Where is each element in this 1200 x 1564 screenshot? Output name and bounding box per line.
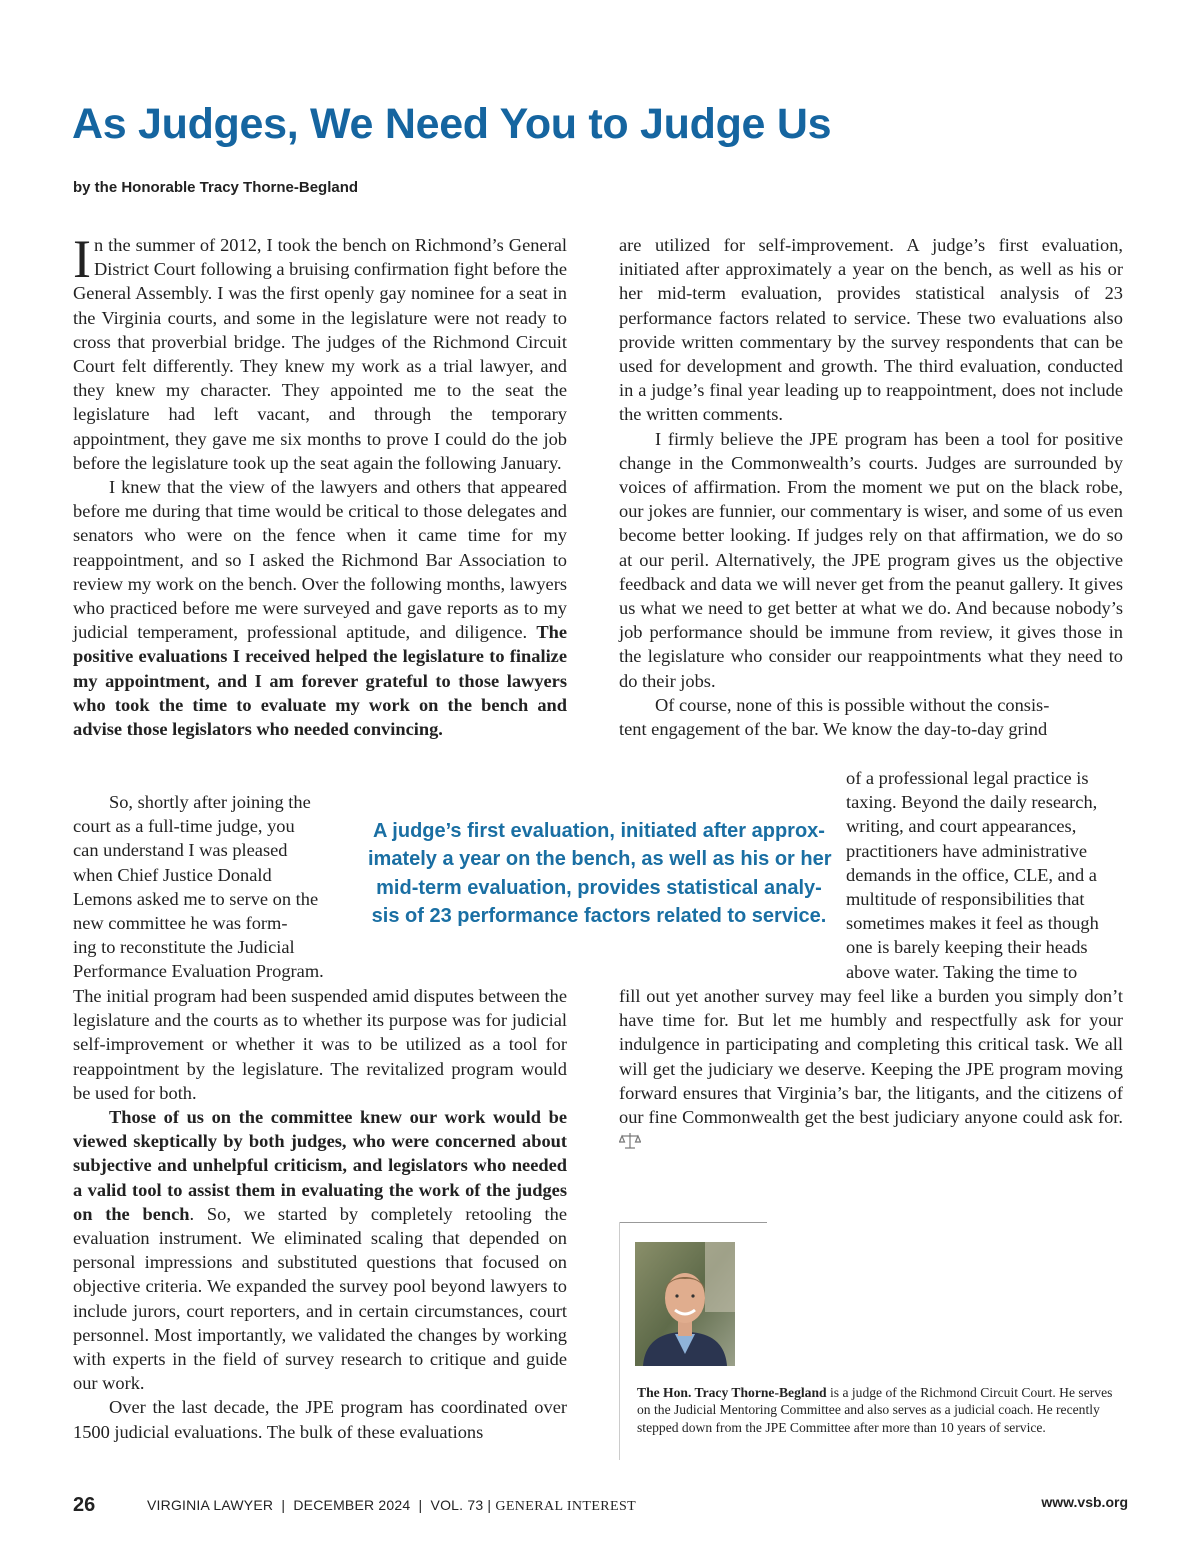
narrow-line: above water. Taking the time to [846, 961, 1078, 982]
author-portrait [635, 1242, 735, 1366]
drop-cap: I [73, 229, 91, 289]
paragraph-4-text: . So, we started by completely retooling the evaluation instrument. We eliminated scaling that depended on personal impressions and substituted questions that focused on objective criteria. We expanded the survey pool beyond lawyers to include jurors, court reporters, and in certain circumstances, court personnel. Most importantly, we validated the changes by working with experts in the field of survey research to critique and guide our work. [73, 1203, 567, 1394]
section-category: GENERAL INTEREST [495, 1499, 637, 1514]
author-bio [637, 1384, 1127, 1436]
left-column-narrow [73, 790, 363, 984]
paragraph-1 [73, 229, 567, 475]
narrow-line: multitude of responsibilities that [846, 889, 1085, 910]
narrow-line: when Chief Justice Donald [73, 864, 272, 885]
narrow-line: So, shortly after joining the [109, 792, 311, 812]
author-bio-text: is a judge of the Richmond Circuit Court. He serves on the Judicial Mentoring Committee and also serves as a judicial coach. He recently stepped down from the JPE Committee after more than 10 years of service. [637, 1385, 1113, 1435]
article-title: As Judges, We Need You to Judge Us [72, 100, 832, 148]
author-box-rule [619, 1222, 767, 1223]
left-column-lower [73, 984, 567, 1444]
narrow-line: of a professional legal practice is [846, 768, 1089, 788]
paragraph-2-text: I knew that the view of the lawyers and others that appeared before me during that time would be critical to those delegates and senators who were on the fence when it came time for my reappointment, and so I asked the Richmond Bar Association to review my work on the bench. Over the following months, lawyers who practiced before me were surveyed and gave reports as to my judicial temperament, professional aptitude, and diligence. [73, 477, 567, 643]
narrow-line: sometimes makes it feel as though [846, 913, 1099, 934]
narrow-line: can understand I was pleased [73, 840, 288, 861]
article-byline: by the Honorable Tracy Thorne-Begland [73, 179, 359, 196]
paragraph-4 [73, 1105, 567, 1395]
narrow-line: taxing. Beyond the daily research, [846, 792, 1098, 813]
narrow-line: new committee he was form- [73, 913, 288, 934]
right-paragraph-3-rest-text: fill out yet another survey may feel like a burden you simply don’t have time for. But let me humbly and respectfully ask for your indulgence in participating and completing this critical task. We all will get the judiciary we deserve. Keeping the JPE program moving forward ensures that Virginia’s bar, the litigants, and the citizens of our fine Commonwealth get the best judiciary anyone could ask for. [619, 986, 1123, 1128]
author-name: The Hon. Tracy Thorne-Begland [637, 1385, 827, 1400]
right-column-narrow [846, 766, 1126, 984]
right-column [619, 233, 1123, 741]
pull-quote [368, 817, 830, 931]
right-column-lower [619, 984, 1123, 1156]
paragraph-3-rest: The initial program had been suspended amid disputes between the legislature and the courts as to whether its purpose was for judicial self-improvement or whether it was to be utilized as a tool for reappointment by the legislature. The revitalized program would be used for both. [73, 986, 567, 1103]
narrow-line: demands in the office, CLE, and a [846, 864, 1097, 885]
scales-of-justice-icon [619, 1132, 641, 1156]
pull-quote-line: sis of 23 performance factors related to service. [371, 905, 827, 928]
narrow-line: court as a full-time judge, you [73, 816, 295, 837]
narrow-line: Performance Evaluation Program. [73, 961, 324, 982]
right-paragraph-3-rest [619, 984, 1123, 1156]
left-column [73, 229, 567, 741]
narrow-line: Lemons asked me to serve on the [73, 888, 319, 909]
publication-name: VIRGINIA LAWYER | DECEMBER 2024 | VOL. 73 | [147, 1497, 496, 1513]
narrow-line: practitioners have administrative [846, 840, 1088, 861]
pull-quote-line: mid-term evaluation, provides statistical analy- [376, 876, 822, 899]
publication-info [147, 1497, 636, 1515]
author-box-vrule [619, 1222, 620, 1460]
paragraph-4-bold: Those of us on the committee knew our work would be viewed skeptically by both judges, who were concerned about subjective and unhelpful criticism, and legislators who needed a valid tool to assist them in evaluating the work of the judges on the bench [73, 1107, 567, 1224]
right-paragraph-1: are utilized for self-improvement. A judge’s first evaluation, initiated after approximately a year on the bench, as well as his or her mid-term evaluation, provides statistical analysis of 23 performance factors related to service. These two evaluations also provide written commentary by the survey respondents that can be used for development and growth. The third evaluation, conducted in a judge’s final year leading up to reappointment, does not include the written comments. [619, 235, 1123, 425]
page-number: 26 [73, 1494, 96, 1516]
website-link[interactable]: www.vsb.org [1041, 1494, 1128, 1510]
right-paragraph-3-line-2: tent engagement of the bar. We know the day-to-day grind [619, 719, 1048, 740]
narrow-line: ing to reconstitute the Judicial [73, 937, 295, 958]
paragraph-5: Over the last decade, the JPE program has coordinated over 1500 judicial evaluations. The bulk of these evaluations [73, 1397, 567, 1442]
narrow-line: one is barely keeping their heads [846, 937, 1088, 958]
paragraph-2 [73, 475, 567, 741]
narrow-line: writing, and court appearances, [846, 816, 1077, 837]
right-paragraph-2: I firmly believe the JPE program has been a tool for positive change in the Commonwealth’s courts. Judges are surrounded by voices of affirmation. From the moment we put on the black robe, our jokes are funnier, our commentary is wiser, and some of us even become better looking. If judges rely on that affirmation, we do so at our peril. Alternatively, the JPE program gives us the objective feedback and data we will never get from the peanut gallery. It gives us what we need to get better at what we do. And because nobody’s job performance should be immune from review, it gives those in the legislature who consider our reappointments what they need to do their jobs. [619, 428, 1123, 691]
paragraph-1-text: n the summer of 2012, I took the bench on Richmond’s General District Court following a bruising confirmation fight before the General Assembly. I was the first openly gay nominee for a seat in the Virginia courts, and some in the legislature were not ready to cross that proverbial bridge. The judges of the Richmond Circuit Court felt differently. They knew my work as a trial lawyer, and they knew my character. They appointed me to the seat the legislature had left vacant, and through the temporary appointment, they gave me six months to prove I could do the job before the legislature took up the seat again the following January. [73, 235, 567, 473]
right-paragraph-3-line-1: Of course, none of this is possible without the consis- [655, 694, 1050, 715]
paragraph-2-bold: The positive evaluations I received helped the legislature to finalize my appointment, and I am forever grateful to those lawyers who took the time to evaluate my work on the bench and advise those legislators who needed convincing. [73, 622, 567, 740]
pull-quote-line: A judge’s first evaluation, initiated after approx- [373, 820, 825, 842]
pull-quote-line: imately a year on the bench, as well as his or her [368, 848, 832, 871]
